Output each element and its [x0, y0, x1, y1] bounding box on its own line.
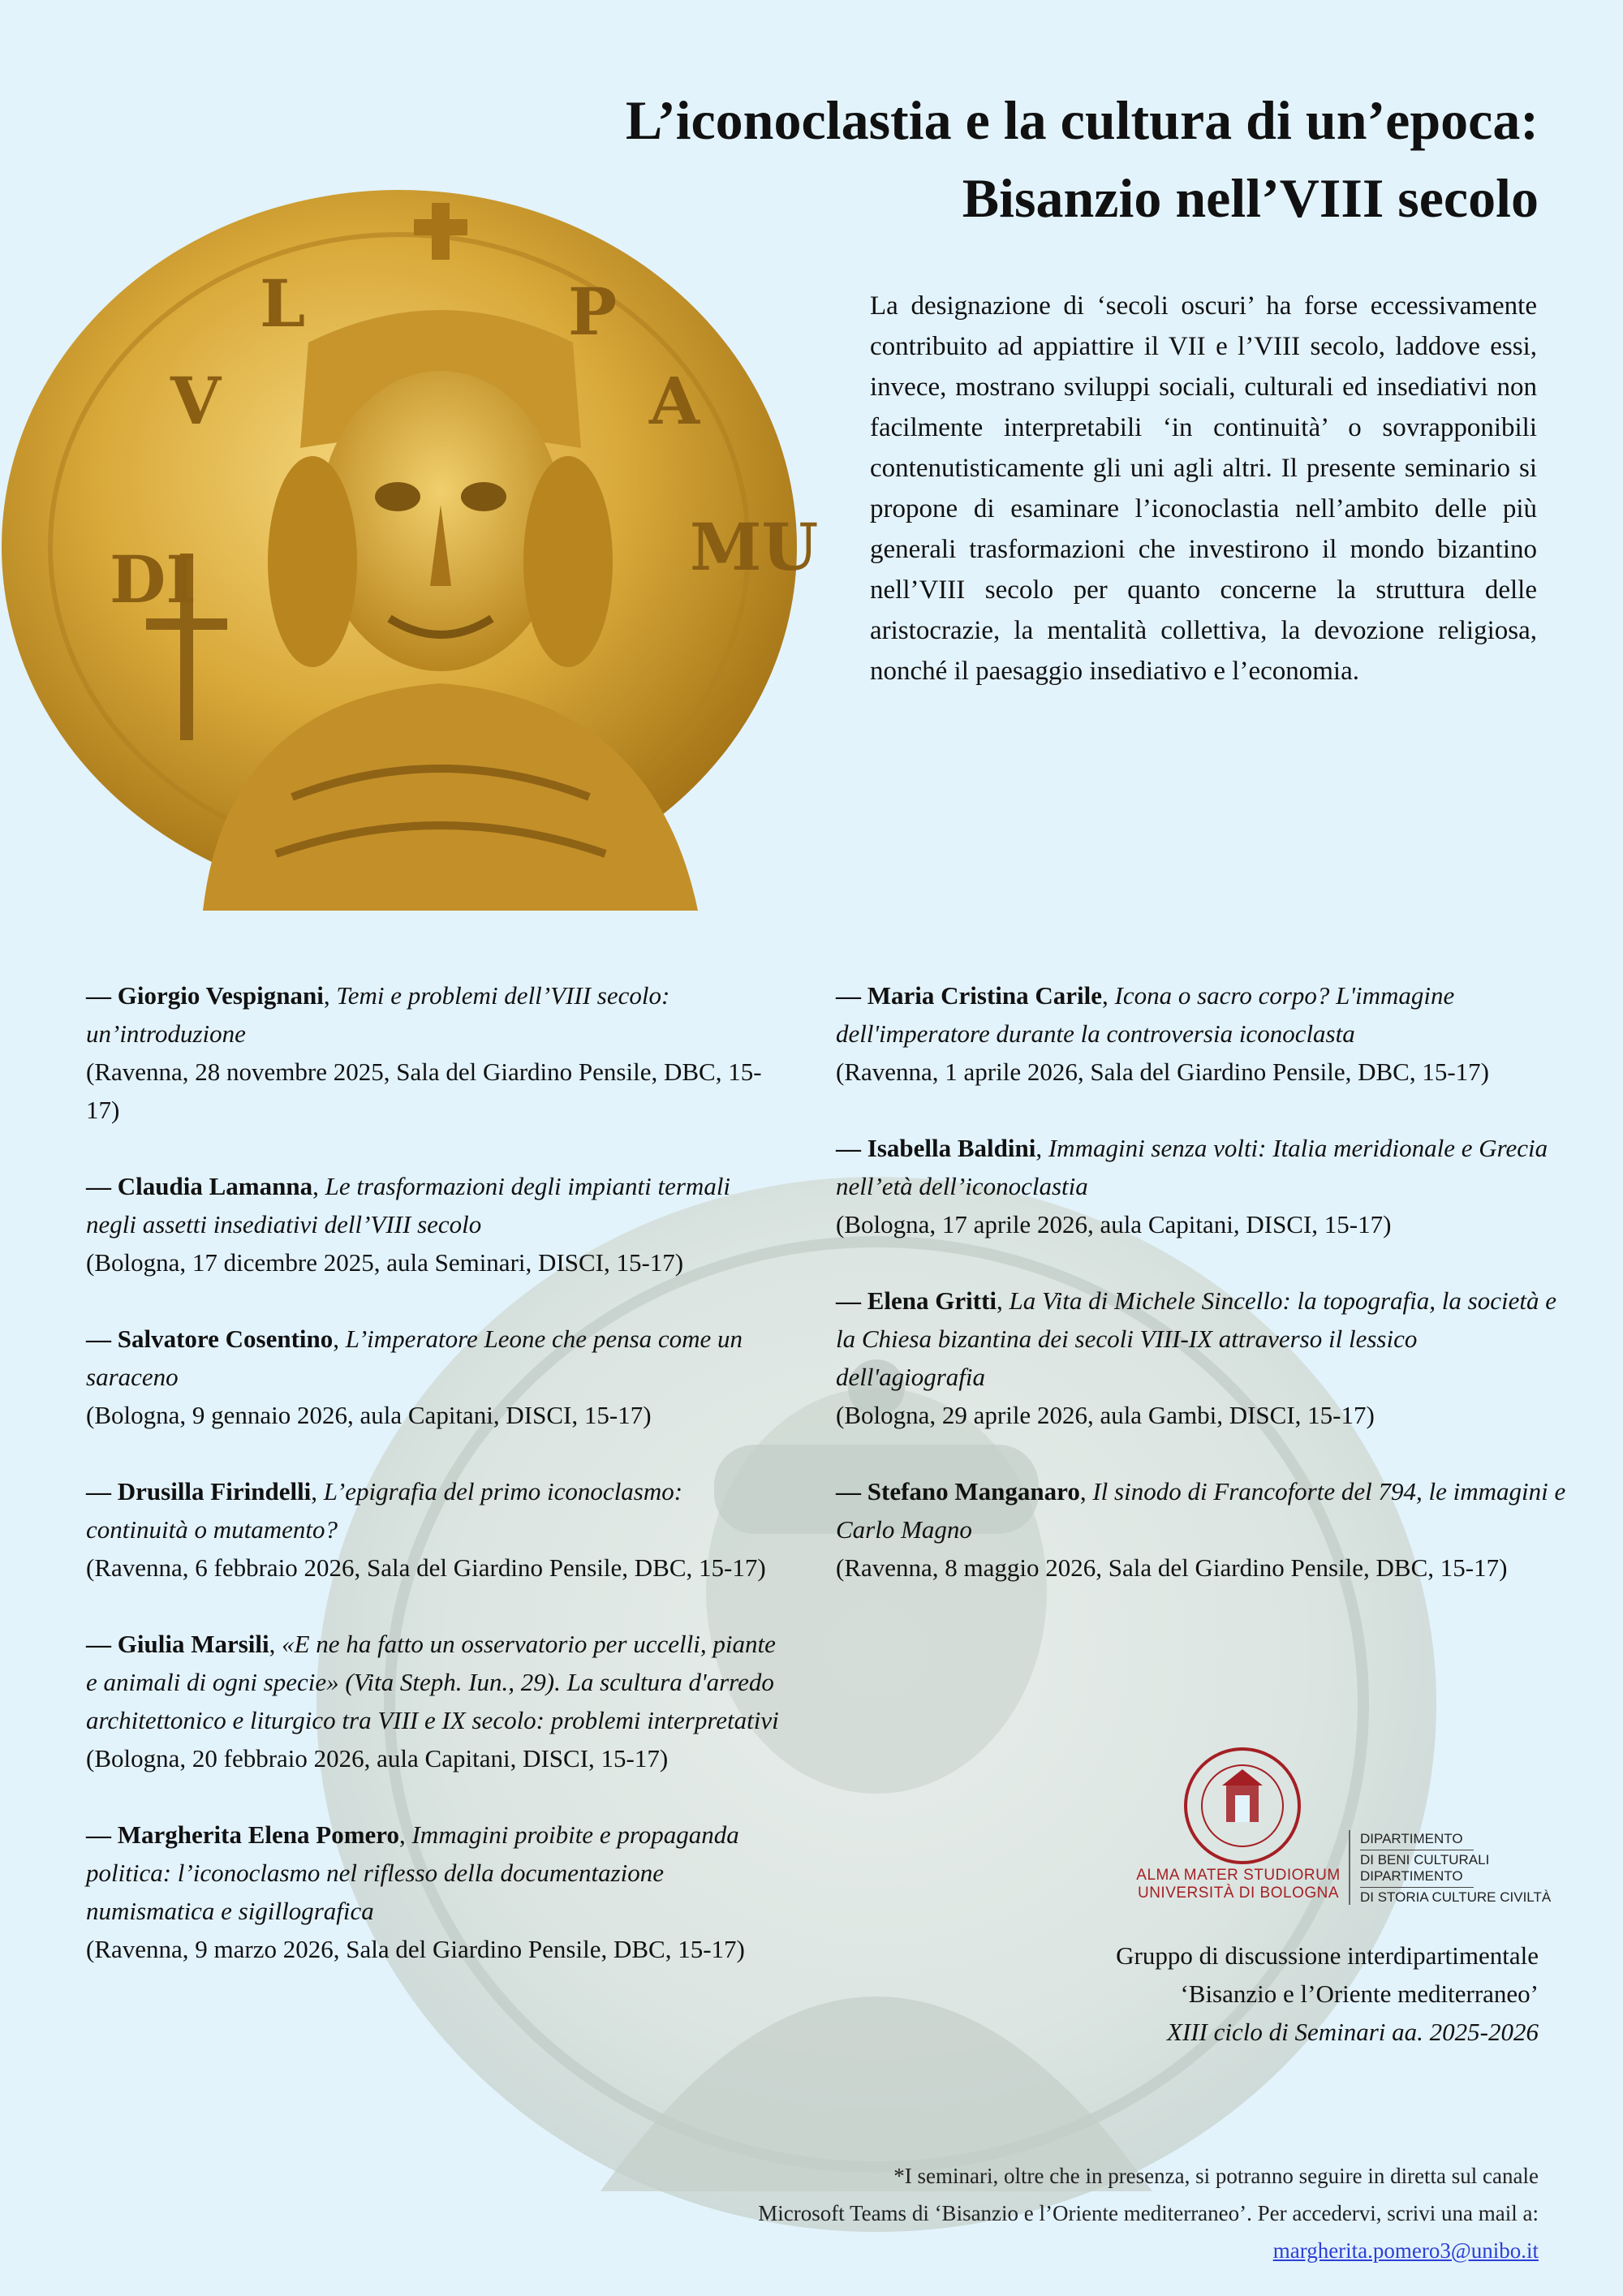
- session-title: Immagini senza volti: Italia meridionale e Grecia nell’età dell’iconoclastia: [836, 1134, 1548, 1200]
- group-line-3: XIII ciclo di Seminari aa. 2025-2026: [1166, 2018, 1539, 2046]
- session-info: (Ravenna, 6 febbraio 2026, Sala del Giardino Pensile, DBC, 15-17): [86, 1553, 766, 1582]
- group-line-1: Gruppo di discussione interdipartimentale: [1116, 1941, 1539, 1970]
- group-line-2: ‘Bisanzio e l’Oriente mediterraneo’: [1180, 1979, 1539, 2008]
- session-speaker: — Isabella Baldini: [836, 1134, 1036, 1162]
- title-line-1: L’iconoclastia e la cultura di un’epoca:: [625, 89, 1539, 151]
- session-title: L’epigrafia del primo iconoclasmo: continuità o mutamento?: [86, 1477, 683, 1544]
- session-title: Il sinodo di Francoforte del 794, le immagini e Carlo Magno: [836, 1477, 1566, 1544]
- session-item: — Maria Cristina Carile, Icona o sacro corpo? L'immagine dell'imperatore durante la controversia iconoclasta (Ravenna, 1 aprile 2026, Sala del Giardino Pensile, DBC, 15-17): [836, 976, 1566, 1091]
- svg-text:DI: DI: [110, 541, 196, 618]
- svg-text:A: A: [649, 363, 700, 439]
- session-item: — Giorgio Vespignani, Temi e problemi dell’VIII secolo: un’introduzione (Ravenna, 28 novembre 2025, Sala del Giardino Pensile, DBC, 15-17): [86, 976, 784, 1129]
- session-title: «E ne ha fatto un osservatorio per uccelli, piante e animali di ogni specie» (Vita Steph. Iun., 29). La scultura d'arredo architettonico e liturgico tra VIII e IX secolo: problemi interpretativi: [86, 1630, 779, 1734]
- session-speaker: — Giorgio Vespignani: [86, 981, 324, 1010]
- department-2: [1360, 1868, 1551, 1906]
- sessions-right-column: [836, 976, 1566, 1625]
- session-item: — Drusilla Firindelli, L’epigrafia del primo iconoclasmo: continuità o mutamento? (Ravenna, 6 febbraio 2026, Sala del Giardino Pensile, DBC, 15-17): [86, 1472, 784, 1587]
- session-info: (Ravenna, 9 marzo 2026, Sala del Giardino Pensile, DBC, 15-17): [86, 1935, 745, 1963]
- session-speaker: — Stefano Manganaro: [836, 1477, 1080, 1506]
- session-info: (Bologna, 9 gennaio 2026, aula Capitani, DISCI, 15-17): [86, 1401, 652, 1429]
- session-speaker: — Drusilla Firindelli: [86, 1477, 312, 1506]
- department-1-line-b: DI BENI CULTURALI: [1360, 1852, 1490, 1867]
- session-speaker: — Claudia Lamanna: [86, 1172, 313, 1200]
- session-info: (Bologna, 20 febbraio 2026, aula Capitani, DISCI, 15-17): [86, 1744, 669, 1773]
- department-1-line-a: DIPARTIMENTO: [1360, 1831, 1463, 1846]
- svg-text:V: V: [170, 363, 222, 439]
- title-line-2: Bisanzio nell’VIII secolo: [962, 167, 1539, 229]
- session-item: — Claudia Lamanna, Le trasformazioni degli impianti termali negli assetti insediativi dell’VIII secolo (Bologna, 17 dicembre 2025, aula Seminari, DISCI, 15-17): [86, 1167, 784, 1282]
- university-logo: [1136, 1745, 1558, 1907]
- footer-line-2: [159, 2195, 1539, 2269]
- session-speaker: — Giulia Marsili: [86, 1630, 269, 1658]
- logo-line-2: UNIVERSITÀ DI BOLOGNA: [1137, 1885, 1340, 1902]
- department-1: [1360, 1831, 1489, 1868]
- session-info: (Bologna, 17 dicembre 2025, aula Seminari, DISCI, 15-17): [86, 1248, 684, 1277]
- department-2-line-b: DI STORIA CULTURE CIVILTÀ: [1360, 1889, 1552, 1905]
- session-title: La Vita di Michele Sincello: la topografia, la società e la Chiesa bizantina dei secoli VIII-IX attraverso il lessico dell'agiografia: [836, 1286, 1556, 1391]
- svg-text:MU: MU: [690, 509, 819, 585]
- session-speaker: — Margherita Elena Pomero: [86, 1820, 399, 1849]
- gold-coin-image: [0, 180, 819, 911]
- session-info: (Ravenna, 1 aprile 2026, Sala del Giardino Pensile, DBC, 15-17): [836, 1058, 1489, 1086]
- session-speaker: — Maria Cristina Carile: [836, 981, 1103, 1010]
- logo-line-1: ALMA MATER STUDIORUM: [1136, 1867, 1341, 1884]
- session-item: — Elena Gritti, La Vita di Michele Sincello: la topografia, la società e la Chiesa bizantina dei secoli VIII-IX attraverso il lessico dell'agiografia (Bologna, 29 aprile 2026, aula Gambi, DISCI, 15-17): [836, 1282, 1566, 1434]
- session-speaker: — Salvatore Cosentino: [86, 1325, 334, 1353]
- session-title: Icona o sacro corpo? L'immagine dell'imperatore durante la controversia iconoclasta: [836, 981, 1455, 1048]
- department-rule: [1360, 1887, 1474, 1888]
- session-title: Immagini proibite e propaganda politica: l’iconoclasmo nel riflesso della documentazione numismatica e sigillografica: [86, 1820, 739, 1925]
- session-item: — Giulia Marsili, «E ne ha fatto un osservatorio per uccelli, piante e animali di ogni specie» (Vita Steph. Iun., 29). La scultura d'arredo architettonico e liturgico tra VIII e IX secolo: problemi interpretativi (Bologna, 20 febbraio 2026, aula Capitani, DISCI, 15-17): [86, 1630, 779, 1773]
- intro-paragraph: La designazione di ‘secoli oscuri’ ha forse eccessivamente contribuito ad appiattire il VII e l’VIII secolo, laddove essi, invece, mostrano sviluppi sociali, culturali ed insediativi non facilmente interpretabili ‘in continuità’ o sovrapponibili contenutisticamente gli uni agli altri. Il presente seminario si propone di esaminare l’iconoclastia nell’ambito delle più generali trasformazioni che investirono il mondo bizantino nell’VIII secolo per quanto concerne la struttura delle aristocrazie, la mentalità collettiva, la devozione religiosa, nonché il paesaggio insediativo e l’economia.: [870, 291, 1537, 686]
- sessions-left-column: [86, 976, 784, 2006]
- session-info: (Ravenna, 8 maggio 2026, Sala del Giardino Pensile, DBC, 15-17): [836, 1553, 1508, 1582]
- poster-title: [484, 81, 1539, 237]
- session-item: — Stefano Manganaro, Il sinodo di Francoforte del 794, le immagini e Carlo Magno (Ravenna, 8 maggio 2026, Sala del Giardino Pensile, DBC, 15-17): [836, 1472, 1566, 1587]
- footer-note: [159, 2157, 1539, 2269]
- session-info: (Ravenna, 28 novembre 2025, Sala del Giardino Pensile, DBC, 15-17): [86, 1058, 762, 1124]
- session-item: — Salvatore Cosentino, L’imperatore Leone che pensa come un saraceno (Bologna, 9 gennaio 2026, aula Capitani, DISCI, 15-17): [86, 1320, 784, 1434]
- session-item: — Isabella Baldini, Immagini senza volti: Italia meridionale e Grecia nell’età dell’iconoclastia (Bologna, 17 aprile 2026, aula Capitani, DISCI, 15-17): [836, 1129, 1566, 1243]
- logo-divider: [1349, 1830, 1350, 1905]
- session-speaker: — Elena Gritti: [836, 1286, 997, 1315]
- footer-line-2-text: Microsoft Teams di ‘Bisanzio e l’Oriente mediterraneo’. Per accedervi, scrivi una mail a:: [758, 2201, 1539, 2225]
- footer-line-1: *I seminari, oltre che in presenza, si potranno seguire in diretta sul canale: [893, 2164, 1539, 2188]
- svg-text:P: P: [568, 274, 618, 350]
- session-title: Le trasformazioni degli impianti termali negli assetti insediativi dell’VIII secolo: [86, 1172, 731, 1238]
- session-title: Temi e problemi dell’VIII secolo: un’introduzione: [86, 981, 670, 1048]
- session-item: — Margherita Elena Pomero, Immagini proibite e propaganda politica: l’iconoclasmo nel riflesso della documentazione numismatica e sigillografica (Ravenna, 9 marzo 2026, Sala del Giardino Pensile, DBC, 15-17): [86, 1816, 784, 1968]
- session-title: L’imperatore Leone che pensa come un saraceno: [86, 1325, 743, 1391]
- session-info: (Bologna, 17 aprile 2026, aula Capitani, DISCI, 15-17): [836, 1210, 1392, 1238]
- contact-email-link[interactable]: margherita.pomero3@unibo.it: [1272, 2238, 1539, 2263]
- university-seal-icon: [1182, 1745, 1303, 1867]
- svg-text:L: L: [260, 265, 306, 342]
- session-info: (Bologna, 29 aprile 2026, aula Gambi, DISCI, 15-17): [836, 1401, 1375, 1429]
- department-2-line-a: DIPARTIMENTO: [1360, 1868, 1463, 1884]
- discussion-group-info: [922, 1936, 1539, 2051]
